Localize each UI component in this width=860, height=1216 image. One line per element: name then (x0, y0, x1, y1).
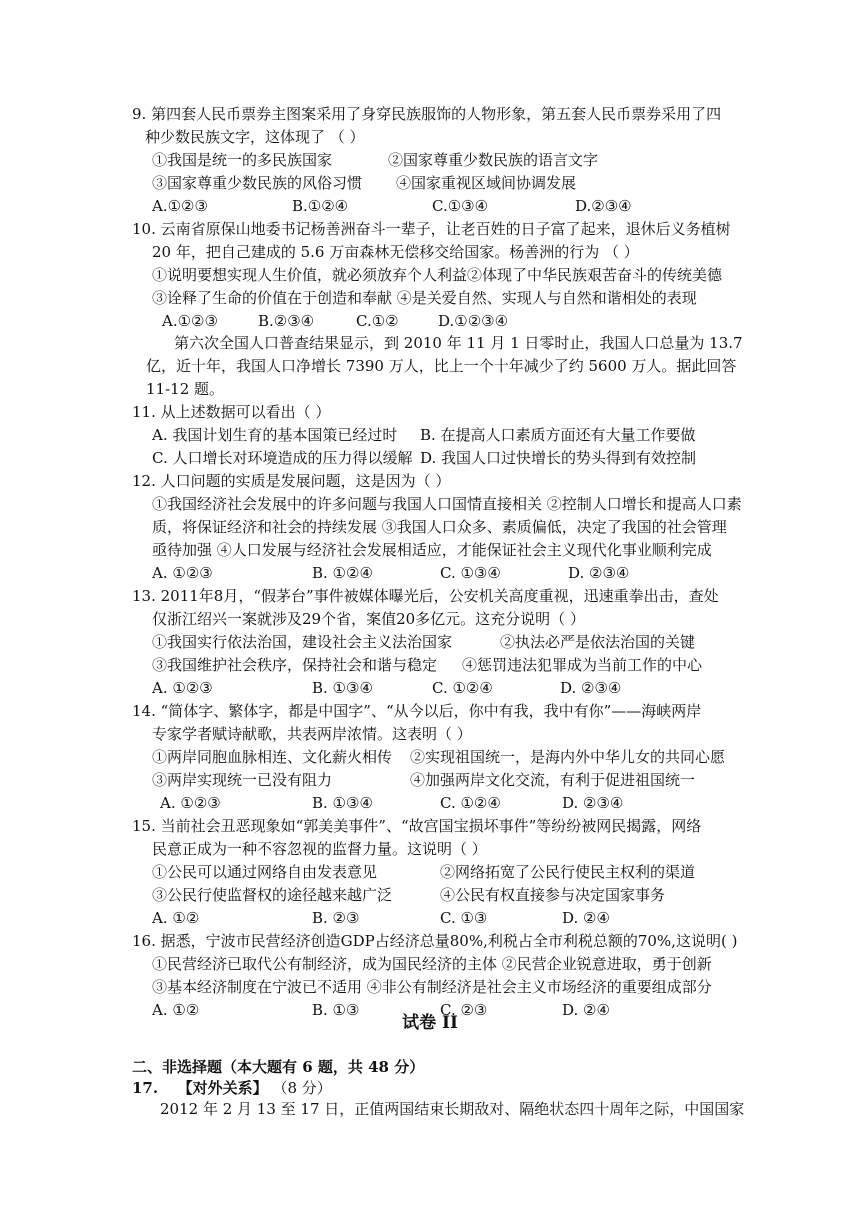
q9-statement-4: ④国家重视区域间协调发展 (396, 174, 577, 192)
q13-statement-1: ①我国实行依法治国，建设社会主义法治国家 (152, 633, 453, 651)
material-line1: 第六次全国人口普查结果显示，到 2010 年 11 月 1 日零时止，我国人口总量为 13.7 (174, 334, 743, 352)
q16-option-c: C. ②③ (440, 1001, 488, 1019)
q13-statement-3: ③我国维护社会秩序，保持社会和谐与稳定 (152, 656, 438, 674)
q14-option-d: D. ②③④ (562, 794, 624, 812)
q15-stem-line2: 民意正成为一种不容忽视的监督力量。这说明（ ） (152, 840, 487, 858)
q15-statement-3: ③公民行使监督权的途径越来越广泛 (152, 886, 393, 904)
q14-option-b: B. ①③④ (312, 794, 373, 812)
q12-statements-line3: 亟待加强 ④人口发展与经济社会发展相适应，才能保证社会主义现代化事业顺利完成 (152, 541, 712, 559)
q17-header (132, 1078, 332, 1098)
q13-option-a: A. ①②③ (152, 679, 213, 697)
q10-option-c: C.①② (356, 312, 399, 330)
q9-statement-3: ③国家尊重少数民族的风俗习惯 (152, 174, 363, 192)
q9-option-b: B.①②④ (292, 197, 349, 215)
q13-stem-line2: 仅浙江绍兴一案就涉及29个省，案值20多亿元。这充分说明（ ） (152, 610, 585, 628)
q9-statement-1: ①我国是统一的多民族国家 (152, 151, 333, 169)
q9-statement-2: ②国家尊重少数民族的语言文字 (388, 151, 599, 169)
q15-statement-2: ②网络拓宽了公民行使民主权利的渠道 (440, 863, 696, 881)
q17-number: 17. (132, 1079, 159, 1097)
q14-stem-line2: 专家学者赋诗献歌，共表两岸浓情。这表明（ ） (152, 725, 472, 743)
q16-option-a: A. ①② (152, 1001, 200, 1019)
q9-option-c: C.①③④ (432, 197, 489, 215)
q14-stem-line1: 14. “简体字、繁体字，都是中国字”、“从今以后，你中有我，我中有你”——海峡两岸 (132, 702, 702, 720)
q14-statement-2: ②实现祖国统一，是海内外中华儿女的共同心愿 (410, 748, 726, 766)
q10-option-a: A.①②③ (162, 312, 218, 330)
q10-statements-line2: ③诠释了生命的价值在于创造和奉献 ④是关爱自然、实现人与自然和谐相处的表现 (152, 289, 697, 307)
q17-text-line1: 2012 年 2 月 13 至 17 日，正值两国结束长期敌对、隔绝状态四十周年之际，中国国家 (160, 1100, 745, 1118)
q16-statements-line2: ③基本经济制度在宁波已不适用 ④非公有制经济是社会主义市场经济的重要组成部分 (152, 978, 712, 996)
q14-statement-1: ①两岸同胞血脉相连、文化薪火相传 (152, 748, 393, 766)
q10-statements-line1: ①说明要想实现人生价值，就必须放弃个人利益②体现了中华民族艰苦奋斗的传统美德 (152, 266, 723, 284)
q11-option-a: A. 我国计划生育的基本国策已经过时 (152, 426, 398, 444)
q15-option-a: A. ①② (152, 909, 200, 927)
q14-option-a: A. ①②③ (160, 794, 221, 812)
q12-statements-line2: 质，将保证经济和社会的持续发展 ③我国人口众多、素质偏低，决定了我国的社会管理 (152, 518, 727, 536)
q12-stem: 12. 人口问题的实质是发展问题，这是因为（ ） (132, 472, 451, 490)
q12-option-b: B. ①②④ (312, 564, 373, 582)
q14-statement-4: ④加强两岸文化交流，有利于促进祖国统一 (410, 771, 696, 789)
q10-stem-line2: 20 年，把自己建成的 5.6 万亩森林无偿移交给国家。杨善洲的行为 （ ） (152, 243, 639, 261)
q14-option-c: C. ①②④ (440, 794, 501, 812)
material-line2: 亿，近十年，我国人口净增长 7390 万人，比上一个十年减少了约 5600 万人。据此回答 (146, 357, 737, 375)
q10-stem-line1: 10. 云南省原保山地委书记杨善洲奋斗一辈子，让老百姓的日子富了起来，退休后义务植树 (132, 220, 731, 238)
q15-statement-4: ④公民有权直接参与决定国家事务 (440, 886, 666, 904)
section-heading: 二、非选择题（本大题有 6 题，共 48 分） (132, 1058, 425, 1076)
q13-option-d: D. ②③④ (560, 679, 622, 697)
q13-statement-4: ④惩罚违法犯罪成为当前工作的中心 (462, 656, 703, 674)
q13-stem-line1: 13. 2011年8月，“假茅台”事件被媒体曝光后，公安机关高度重视，迅速重拳出击，查处 (132, 587, 719, 605)
q11-option-b: B. 在提高人口素质方面还有大量工作要做 (420, 426, 696, 444)
q12-statements-line1: ①我国经济社会发展中的许多问题与我国人口国情直接相关 ②控制人口增长和提高人口素 (152, 495, 742, 513)
q16-option-d: D. ②④ (562, 1001, 610, 1019)
q15-option-c: C. ①③ (440, 909, 488, 927)
q15-statement-1: ①公民可以通过网络自由发表意见 (152, 863, 378, 881)
q15-stem-line1: 15. 当前社会丑恶现象如“郭美美事件”、“故宫国宝损坏事件”等纷纷被网民揭露，网络 (132, 817, 702, 835)
q11-option-c: C. 人口增长对环境造成的压力得以缓解 (152, 449, 413, 467)
q17-title: 【对外关系】 (177, 1079, 268, 1097)
q9-option-d: D.②③④ (575, 197, 632, 215)
q10-option-b: B.②③④ (258, 312, 315, 330)
q9-stem-line1: 9. 第四套人民币票券主图案采用了身穿民族服饰的人物形象，第五套人民币票券采用了四 (132, 105, 722, 123)
q11-option-d: D. 我国人口过快增长的势头得到有效控制 (420, 449, 697, 467)
paper-ii-title: 试卷 II (402, 1013, 458, 1033)
material-line3: 11-12 题。 (146, 380, 225, 398)
q16-option-b: B. ①③ (312, 1001, 360, 1019)
q16-stem: 16. 据悉，宁波市民营经济创造GDP占经济总量80%,利税占全市利税总额的70%,这说明( ) (132, 932, 738, 950)
q13-statement-2: ②执法必严是依法治国的关键 (500, 633, 696, 651)
q17-score: （8 分） (272, 1079, 332, 1097)
q15-option-d: D. ②④ (562, 909, 610, 927)
q12-option-d: D. ②③④ (568, 564, 630, 582)
q12-option-a: A. ①②③ (152, 564, 213, 582)
q12-option-c: C. ①③④ (440, 564, 501, 582)
q14-statement-3: ③两岸实现统一已没有阻力 (152, 771, 333, 789)
q11-stem: 11. 从上述数据可以看出（ ） (132, 403, 331, 421)
q15-option-b: B. ②③ (312, 909, 360, 927)
q9-option-a: A.①②③ (152, 197, 208, 215)
q13-option-c: C. ①②④ (432, 679, 493, 697)
q10-option-d: D.①②③④ (438, 312, 509, 330)
q9-stem-line2: 种少数民族文字，这体现了 （ ） (145, 128, 365, 146)
q16-statements-line1: ①民营经济已取代公有制经济，成为国民经济的主体 ②民营企业锐意进取，勇于创新 (152, 955, 712, 973)
q13-option-b: B. ①③④ (312, 679, 373, 697)
